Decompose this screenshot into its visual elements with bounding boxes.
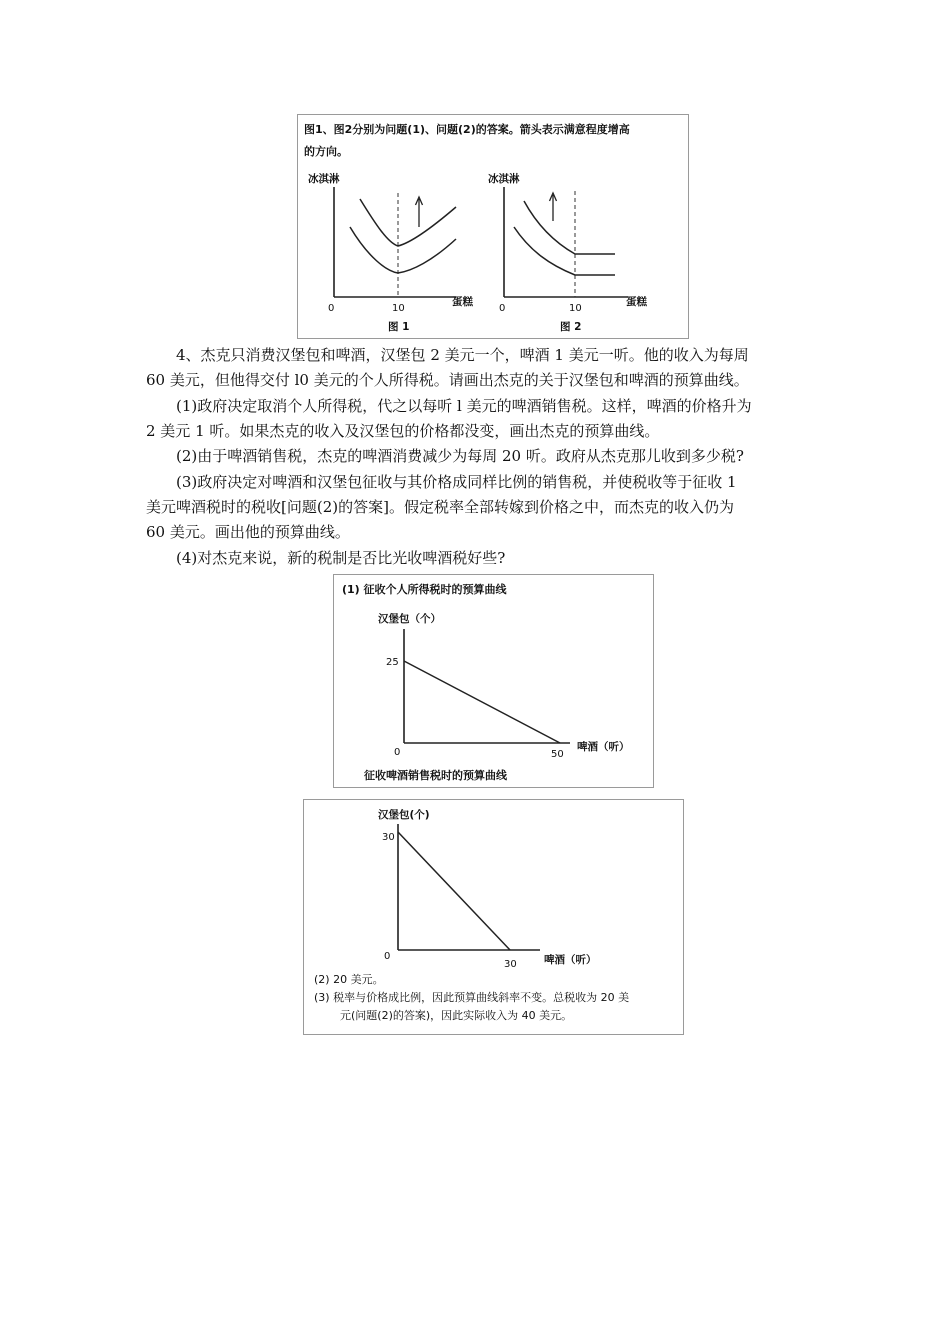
graph2-x-label: 蛋糕: [626, 296, 647, 308]
figure2-y-tick: 25: [386, 657, 399, 668]
part3-line2: 美元啤酒税时的税收[问题(2)的答案]。假定税率全部转嫁到价格之中，而杰克的收入仍为: [146, 498, 734, 516]
figure3-y-label: 汉堡包(个): [378, 809, 430, 821]
figure2-x-label: 啤酒（听）: [577, 741, 630, 753]
answer-2: (2) 20 美元。: [314, 973, 384, 986]
figure3-budget-line: [398, 832, 510, 950]
part3-line1: (3)政府决定对啤酒和汉堡包征收与其价格成同样比例的销售税，并使税收等于征收 1: [176, 473, 737, 491]
graph2-origin: 0: [499, 303, 506, 314]
graph1-lower-curve: [350, 227, 456, 273]
graph1-x-tick: 10: [392, 303, 405, 314]
graph1-upper-curve: [360, 199, 456, 246]
figure1-caption-line1: 图1、图2分别为问题(1)、问题(2)的答案。箭头表示满意程度增高: [304, 123, 630, 136]
graph1-y-label: 冰淇淋: [308, 173, 340, 185]
graph2-x-tick: 10: [569, 303, 582, 314]
graph1-x-label: 蛋糕: [452, 296, 473, 308]
part1-line2: 2 美元 1 听。如果杰克的收入及汉堡包的价格都没变，画出杰克的预算曲线。: [146, 422, 660, 440]
graph-1: [308, 172, 473, 333]
answer-3-line1: (3) 税率与价格成比例，因此预算曲线斜率不变。总税收为 20 美: [314, 991, 630, 1004]
figure3-y-tick: 30: [382, 832, 395, 843]
part3-line3: 60 美元。画出他的预算曲线。: [146, 523, 350, 541]
graph-2: [488, 172, 647, 333]
figure-budget-income-tax: [333, 574, 654, 788]
graph2-upper-curve: [524, 201, 615, 254]
part2-text: (2)由于啤酒销售税，杰克的啤酒消费减少为每周 20 听。政府从杰克那儿收到多少税?: [176, 447, 744, 465]
figure-indifference-curves: [297, 114, 689, 339]
graph2-y-label: 冰淇淋: [488, 173, 520, 185]
figure2-y-label: 汉堡包（个）: [378, 613, 441, 625]
figure3-x-label: 啤酒（听）: [544, 954, 597, 966]
figure-budget-beer-tax: [303, 799, 684, 1035]
intro-line2: 60 美元，但他得交付 l0 美元的个人所得税。请画出杰克的关于汉堡包和啤酒的预算曲线。: [146, 371, 749, 389]
graph2-title: 图 2: [560, 321, 582, 333]
figure3-origin: 0: [384, 951, 391, 962]
figure1-caption-line2: 的方向。: [304, 145, 348, 158]
intro-line1: 4、杰克只消费汉堡包和啤酒，汉堡包 2 美元一个，啤酒 1 美元一听。他的收入为每周: [176, 346, 749, 364]
figure2-origin: 0: [394, 747, 401, 758]
answer-3-line2: 元(问题(2)的答案)，因此实际收入为 40 美元。: [340, 1009, 573, 1022]
figure2-x-tick: 50: [551, 749, 564, 760]
part4-text: (4)对杰克来说，新的税制是否比光收啤酒税好些?: [176, 549, 506, 567]
graph2-lower-curve: [514, 227, 615, 275]
figure3-x-tick: 30: [504, 959, 517, 970]
part1-line1: (1)政府决定取消个人所得税，代之以每听 l 美元的啤酒销售税。这样，啤酒的价格升为: [176, 397, 752, 415]
figure2-budget-line: [404, 661, 560, 743]
figure2-footer: 征收啤酒销售税时的预算曲线: [364, 769, 507, 782]
graph1-title: 图 1: [388, 321, 410, 333]
graph1-origin: 0: [328, 303, 335, 314]
figure2-header: (1) 征收个人所得税时的预算曲线: [342, 583, 507, 596]
